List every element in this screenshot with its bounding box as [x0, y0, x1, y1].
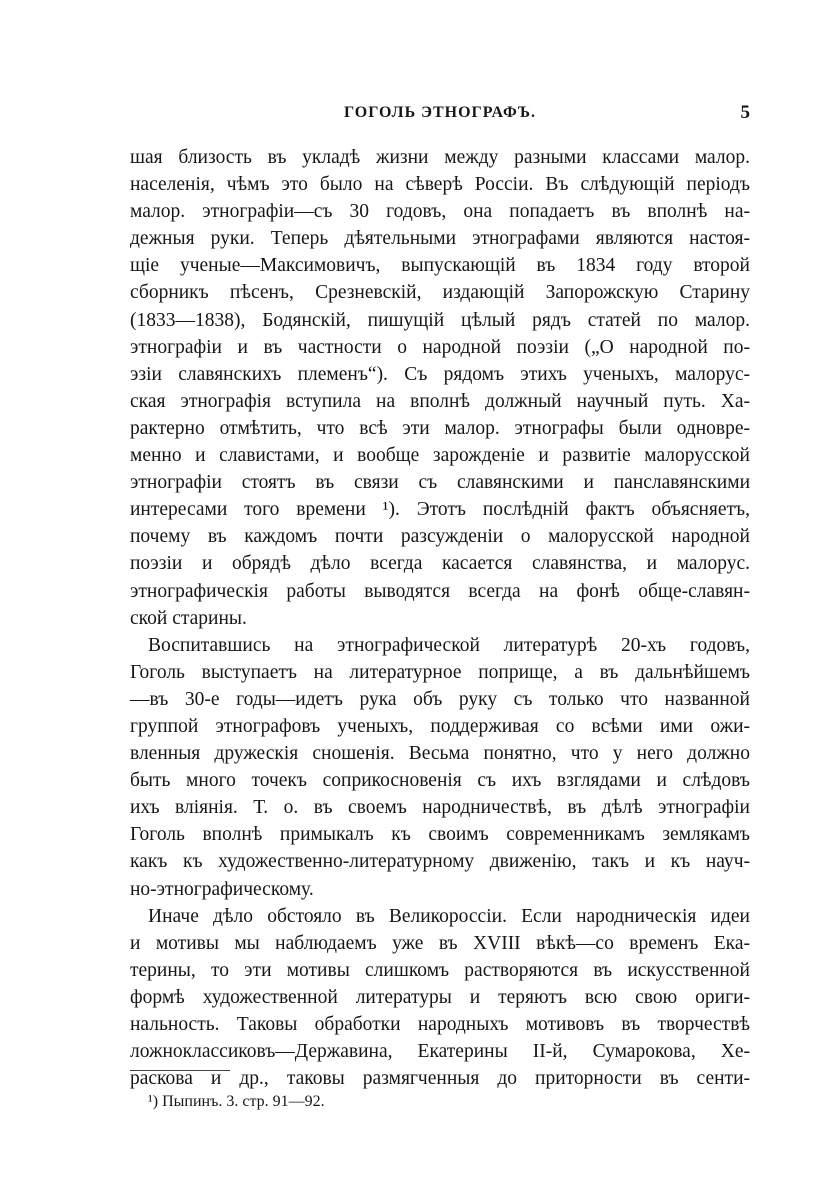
text-line: этнографіи и въ частности о народной поэзіи („О народной по- [130, 336, 750, 358]
text-line: терины, то эти мотивы слишкомъ растворяются въ искусственной [130, 959, 750, 981]
page-header [130, 104, 750, 130]
text-line: ской старины. [130, 607, 247, 629]
text-line: какъ къ художественно-литературному движенію, такъ и къ науч- [130, 851, 750, 873]
text-line: ская этнографія вступила на вполнѣ должный научный путь. Ха- [130, 390, 750, 412]
text-line: этнографіи стоятъ въ связи съ славянскими и панславянскими [130, 472, 750, 494]
body-text [130, 144, 750, 1092]
text-line: Гоголь вполнѣ примыкалъ къ своимъ современникамъ землякамъ [130, 824, 750, 846]
text-line: эзіи славянскихъ племенъ“). Съ рядомъ этихъ ученыхъ, малорус- [130, 363, 750, 385]
text-line: ложноклассиковъ—Державина, Екатерины II-й, Сумарокова, Хе- [130, 1041, 750, 1063]
running-title: ГОГОЛЬ ЭТНОГРАФЪ. [343, 104, 536, 121]
text-line: шая близость въ укладѣ жизни между разными классами малор. [130, 147, 750, 168]
text-line: интересами того времени ¹). Этотъ послѣдній фактъ объясняетъ, [130, 499, 750, 521]
text-line: группой этнографовъ ученыхъ, поддерживая со всѣми ими ожи- [130, 715, 750, 737]
text-line: быть много точекъ соприкосновенія съ ихъ взглядами и слѣдовъ [130, 770, 750, 792]
text-line: —въ 30-е годы—идетъ рука объ руку съ только что названной [130, 688, 750, 710]
text-line: малор. этнографіи—съ 30 годовъ, она попадаетъ въ вполнѣ на- [130, 201, 750, 223]
text-line: населенія, чѣмъ это было на сѣверѣ Россіи. Въ слѣдующій періодъ [130, 174, 750, 196]
text-line: поэзіи и обрядѣ дѣло всегда касается славянства, и малорус. [130, 553, 750, 575]
text-line: нальность. Таковы обработки народныхъ мотивовъ въ творчествѣ [130, 1014, 750, 1035]
text-line: рактерно отмѣтить, что всѣ эти малор. этнографы были одновре- [130, 417, 750, 439]
page-number: 5 [740, 102, 750, 123]
paragraph-3 [130, 903, 750, 1093]
paragraph-2 [130, 632, 750, 903]
footnote: ¹) Пыпинъ. 3. стр. 91—92. [148, 1093, 325, 1110]
text-line: Иначе дѣло обстояло въ Великороссіи. Если народническія идеи [148, 905, 750, 927]
footnote-divider [130, 1070, 230, 1071]
text-line: почему въ каждомъ почти разсужденіи о малорусской народной [130, 526, 750, 548]
text-line: этнографическія работы выводятся всегда на фонѣ обще-славян- [130, 580, 750, 602]
paragraph-1 [130, 144, 750, 632]
text-line: раскова и др., таковы размягченныя до приторности въ сенти- [130, 1068, 750, 1090]
text-line: щіе ученые—Максимовичъ, выпускающій въ 1834 году второй [130, 255, 750, 277]
text-line: Воспитавшись на этнографической литературѣ 20-хъ годовъ, [148, 634, 750, 656]
text-line: Гоголь выступаетъ на литературное поприще, а въ дальнѣйшемъ [130, 661, 750, 683]
text-line: (1833—1838), Бодянскій, пишущій цѣлый рядъ статей по малор. [130, 309, 750, 331]
text-line: дежныя руки. Теперь дѣятельными этнографами являются настоя- [130, 228, 750, 250]
text-line: формѣ художественной литературы и теряютъ всю свою ориги- [130, 986, 750, 1008]
text-line: и мотивы мы наблюдаемъ уже въ XVIII вѣкѣ—со временъ Ека- [130, 932, 750, 954]
text-line: но-этнографическому. [130, 878, 314, 900]
text-line: ихъ вліянія. Т. о. въ своемъ народничествѣ, въ дѣлѣ этнографіи [130, 797, 750, 819]
text-line: вленныя дружескія сношенія. Весьма понятно, что у него должно [130, 743, 750, 765]
text-line: менно и славистами, и вообще зарожденіе и развитіе малорусской [130, 445, 750, 467]
text-line: сборникъ пѣсенъ, Срезневскій, издающій Запорожскую Старину [130, 282, 750, 304]
